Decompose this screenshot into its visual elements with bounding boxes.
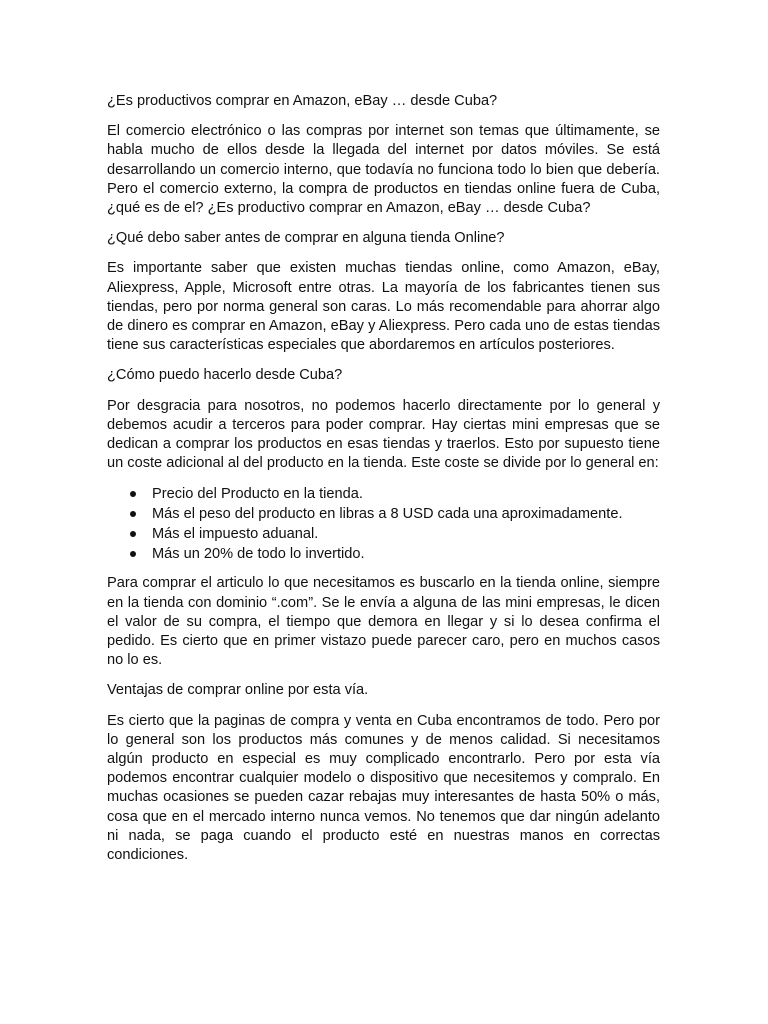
- section-heading-amazon-ebay: ¿Es productivos comprar en Amazon, eBay … desde Cuba?: [107, 93, 498, 109]
- bullet-icon: [130, 531, 136, 537]
- paragraph-online-stores: Es importante saber que existen muchas tiendas online, como Amazon, eBay, Aliexpress, Apple, Microsoft entre otras. La mayoría de los fabricantes tienen sus tiendas, pero por norma general son caras. Lo más recomendable para ahorrar algo de dinero es comprar en Amazon, eBay y Aliexpress. Pero cada uno de estas tiendas tiene sus características especiales que abordaremos en artículos posteriores.: [107, 260, 660, 354]
- paragraph-advantages: Es cierto que la paginas de compra y venta en Cuba encontramos de todo. Pero por lo general son los productos más comunes y de menos calidad. Si necesitamos algún producto en especial es muy complicado encontrarlo. Pero por esta vía podemos encontrar cualquier modelo o dispositivo que necesitemos y compralo. En muchas ocasiones se pueden cazar rebajas muy interesantes de hasta 50% o más, cosa que en el mercado interno nunca vemos. No tenemos que dar ningún adelanto ni nada, se paga cuando el producto esté en nuestras manos en correctas condiciones.: [107, 712, 660, 864]
- list-item: [152, 524, 660, 544]
- bullet-icon: [130, 511, 136, 517]
- paragraph-third-parties: Por desgracia para nosotros, no podemos hacerlo directamente por lo general y debemos acudir a terceros para poder comprar. Hay ciertas mini empresas que se dedican a comprar los productos en esas tiendas y traerlos. Esto por supuesto tiene un coste adicional al del producto en la tienda. Este coste se divide por lo general en:: [107, 397, 660, 472]
- list-item-text: Más el peso del producto en libras a 8 USD cada una aproximadamente.: [152, 506, 623, 523]
- bullet-icon: [130, 491, 136, 497]
- list-item-text: Más el impuesto aduanal.: [152, 526, 319, 543]
- bullet-icon: [130, 551, 136, 557]
- section-heading-advantages: Ventajas de comprar online por esta vía.: [107, 682, 369, 699]
- list-item-text: Precio del Producto en la tienda.: [152, 486, 363, 503]
- paragraph-how-to-order: Para comprar el articulo lo que necesitamos es buscarlo en la tienda online, siempre en la tienda con dominio “.com”. Se le envía a alguna de las mini empresas, le dicen el valor de su compra, el tiempo que demora en llegar y si lo desea confirma el pedido. Es cierto que en primer vistazo puede parecer caro, pero en muchos casos no lo es.: [107, 575, 660, 669]
- section-heading-from-cuba: ¿Cómo puedo hacerlo desde Cuba?: [107, 367, 343, 384]
- list-item-text: Más un 20% de todo lo invertido.: [152, 546, 365, 563]
- section-heading-before-buying: ¿Qué debo saber antes de comprar en alguna tienda Online?: [107, 230, 505, 247]
- document-body: [107, 92, 660, 876]
- cost-breakdown-list: [107, 484, 660, 564]
- list-item: [152, 504, 660, 524]
- paragraph-ecommerce-intro: El comercio electrónico o las compras por internet son temas que últimamente, se habla mucho de ellos desde la llegada del internet por datos móviles. Se está desarrollando un comercio interno, que todavía no funciona todo lo bien que debería. Pero el comercio externo, la compra de productos en tiendas online fuera de Cuba, ¿qué es de el? ¿Es productivo comprar en Amazon, eBay … desde Cuba?: [107, 123, 660, 217]
- list-item: [152, 484, 660, 504]
- list-item: [152, 544, 660, 564]
